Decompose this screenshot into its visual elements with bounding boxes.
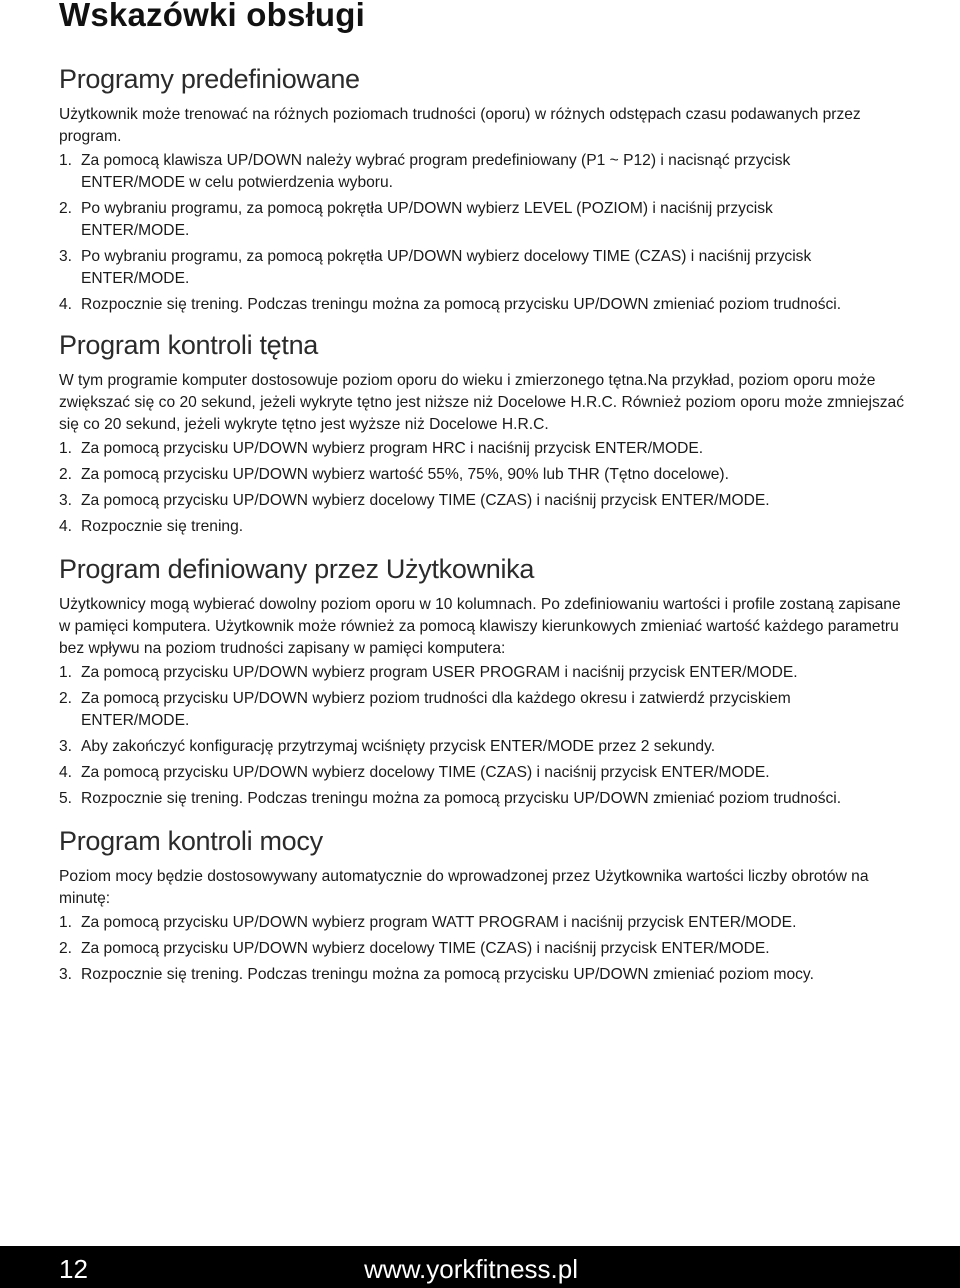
step-number: 4. bbox=[59, 296, 73, 313]
list-item bbox=[0, 662, 881, 684]
section-heading: Program kontroli mocy bbox=[59, 826, 323, 856]
section-heading: Programy predefiniowane bbox=[59, 64, 360, 94]
step-text: Za pomocą przycisku UP/DOWN wybierz wartość 55%, 75%, 90% lub THR (Tętno docelowe). bbox=[81, 466, 729, 483]
step-text: Po wybraniu programu, za pomocą pokrętła UP/DOWN wybierz docelowy TIME (CZAS) i naciśnij przycisk ENTER/MODE. bbox=[81, 248, 812, 287]
section-intro: Poziom mocy będzie dostosowywany automatycznie do wprowadzonej przez Użytkownika wartości liczby obrotów na minutę: bbox=[59, 868, 869, 907]
step-text: Za pomocą przycisku UP/DOWN wybierz program HRC i naciśnij przycisk ENTER/MODE. bbox=[81, 440, 704, 457]
section-heading: Program definiowany przez Użytkownika bbox=[59, 554, 535, 584]
step-number: 2. bbox=[59, 466, 73, 483]
website-link[interactable]: www.yorkfitness.pl bbox=[364, 1254, 578, 1284]
steps-list bbox=[0, 912, 960, 986]
step-number: 3. bbox=[59, 738, 73, 755]
step-number: 1. bbox=[59, 664, 73, 681]
list-item bbox=[0, 198, 881, 242]
list-item bbox=[0, 490, 881, 512]
step-text: Rozpocznie się trening. Podczas treningu można za pomocą przycisku UP/DOWN zmieniać poziom mocy. bbox=[81, 966, 814, 983]
list-item bbox=[0, 438, 881, 460]
section-heading: Program kontroli tętna bbox=[59, 330, 319, 360]
list-item bbox=[0, 788, 881, 810]
steps-list bbox=[0, 438, 960, 538]
list-item bbox=[0, 246, 881, 290]
step-text: Za pomocą klawisza UP/DOWN należy wybrać program predefiniowany (P1 ~ P12) i nacisnąć przycisk ENTER/MODE w celu potwierdzenia wyboru. bbox=[81, 152, 791, 191]
step-number: 2. bbox=[59, 200, 73, 217]
step-number: 5. bbox=[59, 790, 73, 807]
step-text: Za pomocą przycisku UP/DOWN wybierz docelowy TIME (CZAS) i naciśnij przycisk ENTER/MODE. bbox=[81, 940, 770, 957]
list-item bbox=[0, 150, 881, 194]
step-text: Rozpocznie się trening. Podczas treningu można za pomocą przycisku UP/DOWN zmieniać poziom trudności. bbox=[81, 296, 842, 313]
step-text: Za pomocą przycisku UP/DOWN wybierz docelowy TIME (CZAS) i naciśnij przycisk ENTER/MODE. bbox=[81, 492, 770, 509]
step-text: Po wybraniu programu, za pomocą pokrętła UP/DOWN wybierz LEVEL (POZIOM) i naciśnij przycisk ENTER/MODE. bbox=[81, 200, 773, 239]
step-number: 2. bbox=[59, 690, 73, 707]
list-item bbox=[0, 762, 881, 784]
page-title: Wskazówki obsługi bbox=[59, 0, 365, 33]
step-text: Za pomocą przycisku UP/DOWN wybierz program WATT PROGRAM i naciśnij przycisk ENTER/MODE. bbox=[81, 914, 797, 931]
section-intro: Użytkownik może trenować na różnych poziomach trudności (oporu) w różnych odstępach czasu podawanych przez program. bbox=[59, 106, 861, 145]
step-number: 4. bbox=[59, 764, 73, 781]
page-footer bbox=[0, 1246, 960, 1288]
step-text: Za pomocą przycisku UP/DOWN wybierz poziom trudności dla każdego okresu i zatwierdź przyciskiem ENTER/MODE. bbox=[81, 690, 791, 729]
list-item bbox=[0, 464, 881, 486]
step-text: Rozpocznie się trening. bbox=[81, 518, 244, 535]
list-item bbox=[0, 736, 881, 758]
steps-list bbox=[0, 150, 960, 316]
section-intro: Użytkownicy mogą wybierać dowolny poziom oporu w 10 kolumnach. Po zdefiniowaniu wartości i profile zostaną zapisane w pamięci komputera. Użytkownik może również za pomocą klawiszy kierunkowych zmieniać wartość każdego parametru bez wpływu na poziom trudności zapisany w pamięci komputera: bbox=[59, 596, 901, 657]
list-item bbox=[0, 964, 881, 986]
step-number: 1. bbox=[59, 914, 73, 931]
step-text: Za pomocą przycisku UP/DOWN wybierz program USER PROGRAM i naciśnij przycisk ENTER/MODE. bbox=[81, 664, 798, 681]
steps-list bbox=[0, 662, 960, 810]
step-number: 3. bbox=[59, 248, 73, 265]
step-number: 4. bbox=[59, 518, 73, 535]
section-intro: W tym programie komputer dostosowuje poziom oporu do wieku i zmierzonego tętna.Na przykład, poziom oporu może zwiększać się co 20 sekund, jeżeli wykryte tętno jest niższe niż Docelowe H.R.C. Również poziom oporu może zmniejszać się co 20 sekund, jeżeli wykryte tętno jest wyższe niż Docelowe H.R.C. bbox=[59, 372, 905, 433]
list-item bbox=[0, 688, 881, 732]
section-predefined-programs bbox=[0, 62, 960, 316]
step-number: 1. bbox=[59, 152, 73, 169]
list-item bbox=[0, 516, 881, 538]
step-number: 2. bbox=[59, 940, 73, 957]
page-number: 12 bbox=[59, 1254, 88, 1284]
step-number: 1. bbox=[59, 440, 73, 457]
step-text: Za pomocą przycisku UP/DOWN wybierz docelowy TIME (CZAS) i naciśnij przycisk ENTER/MODE. bbox=[81, 764, 770, 781]
page-content bbox=[0, 62, 960, 990]
step-number: 3. bbox=[59, 492, 73, 509]
step-number: 3. bbox=[59, 966, 73, 983]
step-text: Rozpocznie się trening. Podczas treningu można za pomocą przycisku UP/DOWN zmieniać poziom trudności. bbox=[81, 790, 842, 807]
list-item bbox=[0, 912, 881, 934]
list-item bbox=[0, 938, 881, 960]
step-text: Aby zakończyć konfigurację przytrzymaj wciśnięty przycisk ENTER/MODE przez 2 sekundy. bbox=[81, 738, 716, 755]
section-heart-rate-program bbox=[0, 328, 960, 538]
section-power-program bbox=[0, 824, 960, 986]
list-item bbox=[0, 294, 881, 316]
section-user-program bbox=[0, 552, 960, 810]
